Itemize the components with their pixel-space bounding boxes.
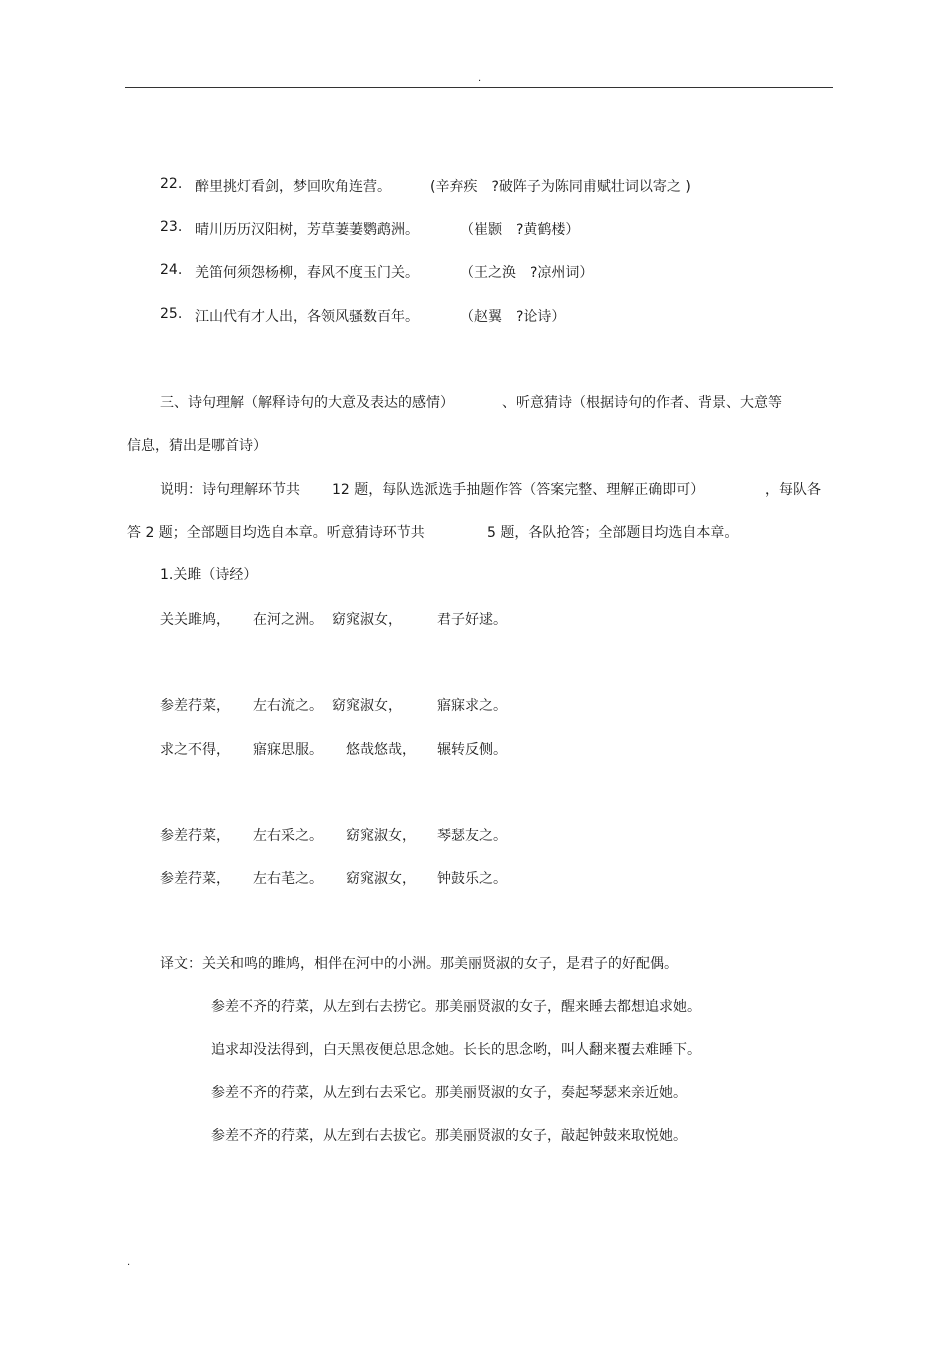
poem-phrase: 左右流之。 [253,698,323,714]
poem-line [160,695,760,713]
quote-22 [160,176,840,194]
quote-source: （赵翼 ?论诗） [460,309,566,325]
note-part-1: 说明：诗句理解环节共 [160,482,300,498]
poem-phrase: 在河之洲。 [253,612,323,628]
poem-line [160,825,760,843]
poem-line [160,868,760,886]
note-part-2: 12 题，每队选派选手抽题作答（答案完整、理解正确即可） [332,482,705,498]
section-title-part-a: 三、诗句理解（解释诗句的大意及表达的感情） [160,395,454,411]
poem-phrase: 参差荇菜， [160,698,230,714]
quote-text: 醉里挑灯看剑，梦回吹角连营。 [195,179,391,195]
poem-phrase: 窈窕淑女， [332,612,402,628]
section-title-part-c: 信息，猜出是哪首诗） [127,438,267,454]
quote-number: 23. [160,219,183,235]
poem-line [160,609,760,627]
header-rule [125,87,833,88]
poem-phrase: 求之不得， [160,742,230,758]
translation-first-line: 译文：关关和鸣的雎鸠，相伴在河中的小洲。那美丽贤淑的女子，是君子的好配偶。 [160,956,678,972]
poem-phrase: 钟鼓乐之。 [437,871,507,887]
poem-title: 1.关雎（诗经） [160,567,258,583]
translation-line: 参差不齐的荇菜，从左到右去拔它。那美丽贤淑的女子，敲起钟鼓来取悦她。 [211,1128,687,1144]
poem-phrase: 琴瑟友之。 [437,828,507,844]
footer-mark: . [127,1257,131,1268]
section-title-part-b: 、听意猜诗（根据诗句的作者、背景、大意等 [502,395,782,411]
quote-source: （崔颢 ?黄鹤楼） [460,222,580,238]
translation-line: 参差不齐的荇菜，从左到右去采它。那美丽贤淑的女子，奏起琴瑟来亲近她。 [211,1085,687,1101]
poem-phrase: 悠哉悠哉， [346,742,416,758]
poem-phrase: 寤寐求之。 [437,698,507,714]
note-part-3: ，每队各 [765,482,821,498]
poem-phrase: 参差荇菜， [160,828,230,844]
quote-source: (辛弃疾 ?破阵子为陈同甫赋壮词以寄之 ) [430,179,691,195]
poem-phrase: 寤寐思服。 [253,742,323,758]
header-mark: . [478,73,482,84]
section-3-note [160,479,840,497]
section-3-heading [160,392,840,410]
poem-phrase: 窈窕淑女， [346,871,416,887]
poem-phrase: 参差荇菜， [160,871,230,887]
translation-line: 追求却没法得到，白天黑夜便总思念她。长长的思念哟，叫人翻来覆去难睡下。 [211,1042,701,1058]
poem-phrase: 窈窕淑女， [346,828,416,844]
quote-source: （王之涣 ?凉州词） [460,265,594,281]
poem-phrase: 辗转反侧。 [437,742,507,758]
poem-phrase: 窈窕淑女， [332,698,402,714]
translation-line: 参差不齐的荇菜，从左到右去捞它。那美丽贤淑的女子，醒来睡去都想追求她。 [211,999,701,1015]
quote-number: 25. [160,306,183,322]
poem-phrase: 左右芼之。 [253,871,323,887]
poem-phrase: 君子好逑。 [437,612,507,628]
poem-phrase: 关关雎鸠， [160,612,230,628]
quote-25 [160,306,840,324]
quote-text: 晴川历历汉阳树，芳草萋萋鹦鹉洲。 [195,222,419,238]
quote-23 [160,219,840,237]
note-part-5: 5 题，各队抢答；全部题目均选自本章。 [487,525,739,541]
quote-text: 羌笛何须怨杨柳，春风不度玉门关。 [195,265,419,281]
note-part-4: 答 2 题；全部题目均选自本章。听意猜诗环节共 [127,525,425,541]
poem-phrase: 左右采之。 [253,828,323,844]
quote-number: 24. [160,262,183,278]
section-3-heading-cont [127,435,827,453]
section-3-note-cont [127,522,827,540]
quote-24 [160,262,840,280]
poem-line [160,739,760,757]
quote-number: 22. [160,176,183,192]
quote-text: 江山代有才人出，各领风骚数百年。 [195,309,419,325]
